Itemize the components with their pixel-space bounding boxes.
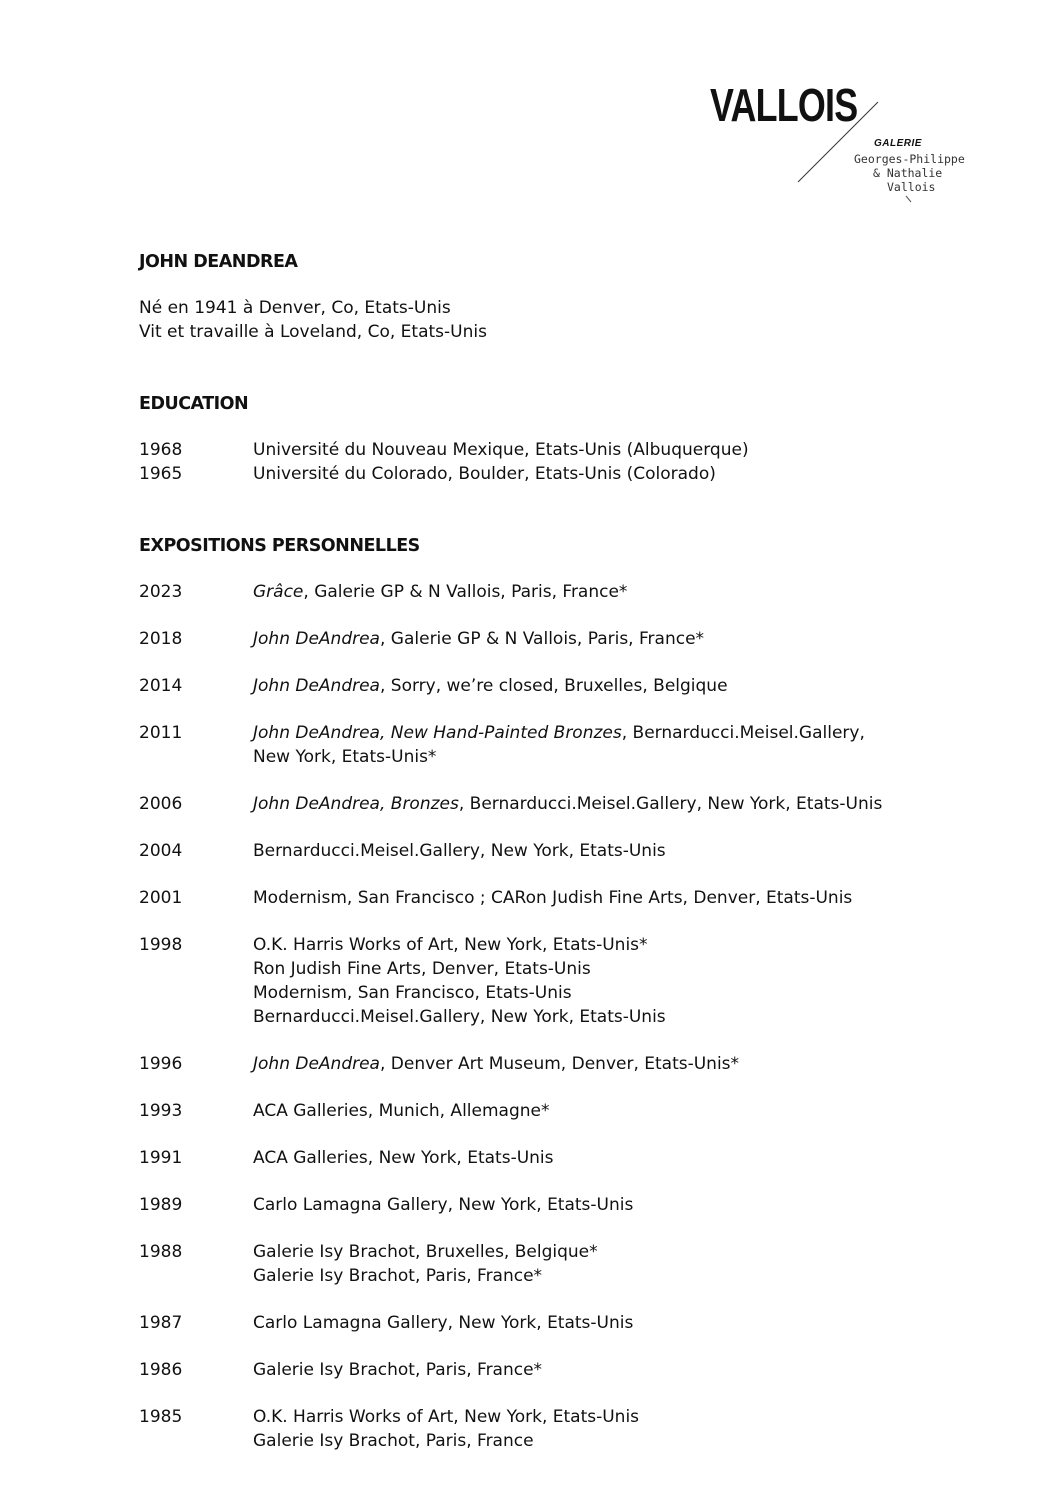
exposition-row xyxy=(139,1146,999,1170)
exposition-venue: New York, Etats-Unis* xyxy=(253,747,437,767)
education-text: Université du Colorado, Boulder, Etats-Unis (Colorado) xyxy=(253,464,716,484)
exposition-venue: ACA Galleries, New York, Etats-Unis xyxy=(253,1148,554,1168)
exposition-row xyxy=(139,792,999,816)
exposition-row xyxy=(139,886,999,910)
exposition-venue: , Denver Art Museum, Denver, Etats-Unis* xyxy=(379,1054,740,1074)
exposition-row xyxy=(139,839,999,863)
exposition-year: 1986 xyxy=(139,1360,183,1380)
exposition-venue: Galerie Isy Brachot, Paris, France xyxy=(253,1431,534,1451)
artist-born: Né en 1941 à Denver, Co, Etats-Unis xyxy=(139,298,451,318)
exposition-venue: , Bernarducci.Meisel.Gallery, xyxy=(621,723,865,743)
exposition-year: 1998 xyxy=(139,935,183,955)
exposition-venue: O.K. Harris Works of Art, New York, Etats-Unis* xyxy=(253,935,648,955)
logo-galerie-label: GALERIE xyxy=(874,138,922,149)
exposition-venue: Galerie Isy Brachot, Paris, France* xyxy=(253,1360,543,1380)
exposition-line xyxy=(253,886,999,910)
exposition-line xyxy=(253,1005,999,1029)
exposition-venue: Galerie Isy Brachot, Paris, France* xyxy=(253,1266,543,1286)
exposition-year: 1996 xyxy=(139,1054,183,1074)
exposition-title: John DeAndrea xyxy=(253,1054,380,1074)
exposition-row xyxy=(139,721,999,769)
logo-line-3: Vallois xyxy=(887,180,936,194)
exposition-line xyxy=(253,721,999,745)
exposition-year: 2011 xyxy=(139,723,183,743)
exposition-line xyxy=(253,1358,999,1382)
exposition-venue: , Bernarducci.Meisel.Gallery, New York, Etats-Unis xyxy=(458,794,883,814)
exposition-year: 2004 xyxy=(139,841,183,861)
artist-lives: Vit et travaille à Loveland, Co, Etats-Unis xyxy=(139,322,487,342)
exposition-line xyxy=(253,745,999,769)
education-row xyxy=(139,462,999,486)
exposition-row xyxy=(139,674,999,698)
exposition-row xyxy=(139,580,999,604)
exposition-row xyxy=(139,1240,999,1288)
exposition-line xyxy=(253,1429,999,1453)
exposition-line xyxy=(253,1405,999,1429)
exposition-row xyxy=(139,627,999,651)
education-year: 1968 xyxy=(139,440,183,460)
exposition-venue: Bernarducci.Meisel.Gallery, New York, Etats-Unis xyxy=(253,1007,666,1027)
exposition-row xyxy=(139,1358,999,1382)
exposition-row xyxy=(139,1405,999,1453)
exposition-line xyxy=(253,981,999,1005)
exposition-line xyxy=(253,933,999,957)
education-year: 1965 xyxy=(139,464,183,484)
exposition-line xyxy=(253,580,999,604)
logo-line-1: Georges-Philippe xyxy=(854,152,965,166)
exposition-title: John DeAndrea xyxy=(253,629,380,649)
exposition-venue: , Sorry, we’re closed, Bruxelles, Belgique xyxy=(379,676,728,696)
exposition-venue: Modernism, San Francisco, Etats-Unis xyxy=(253,983,572,1003)
exposition-venue: O.K. Harris Works of Art, New York, Etats-Unis xyxy=(253,1407,640,1427)
exposition-line xyxy=(253,1193,999,1217)
logo-tick-mark xyxy=(906,196,914,204)
exposition-line xyxy=(253,1240,999,1264)
exposition-title: John DeAndrea xyxy=(253,676,380,696)
exposition-venue: Modernism, San Francisco ; CARon Judish Fine Arts, Denver, Etats-Unis xyxy=(253,888,853,908)
education-heading: EDUCATION xyxy=(139,394,249,414)
exposition-year: 2018 xyxy=(139,629,183,649)
logo-wordmark: VALLOIS xyxy=(710,79,858,131)
exposition-row xyxy=(139,1099,999,1123)
exposition-venue: ACA Galleries, Munich, Allemagne* xyxy=(253,1101,550,1121)
expositions-heading: EXPOSITIONS PERSONNELLES xyxy=(139,536,420,556)
exposition-year: 1993 xyxy=(139,1101,183,1121)
exposition-venue: Carlo Lamagna Gallery, New York, Etats-Unis xyxy=(253,1195,634,1215)
education-list xyxy=(139,438,999,486)
education-row xyxy=(139,438,999,462)
exposition-year: 1985 xyxy=(139,1407,183,1427)
exposition-title: Grâce xyxy=(253,582,304,602)
exposition-line xyxy=(253,627,999,651)
exposition-venue: Bernarducci.Meisel.Gallery, New York, Etats-Unis xyxy=(253,841,666,861)
exposition-line xyxy=(253,1311,999,1335)
exposition-row xyxy=(139,933,999,1029)
exposition-line xyxy=(253,674,999,698)
exposition-line xyxy=(253,839,999,863)
exposition-year: 1987 xyxy=(139,1313,183,1333)
exposition-row xyxy=(139,1311,999,1335)
exposition-venue: , Galerie GP & N Vallois, Paris, France* xyxy=(379,629,705,649)
exposition-year: 1991 xyxy=(139,1148,183,1168)
exposition-venue: , Galerie GP & N Vallois, Paris, France* xyxy=(303,582,628,602)
gallery-logo xyxy=(710,79,1010,212)
exposition-title: John DeAndrea, Bronzes xyxy=(253,794,459,814)
exposition-line xyxy=(253,1052,999,1076)
exposition-title: John DeAndrea, New Hand-Painted Bronzes xyxy=(253,723,622,743)
cv-content xyxy=(139,250,999,1476)
exposition-venue: Galerie Isy Brachot, Bruxelles, Belgique* xyxy=(253,1242,598,1262)
exposition-line xyxy=(253,792,999,816)
exposition-venue: Ron Judish Fine Arts, Denver, Etats-Unis xyxy=(253,959,591,979)
expositions-list xyxy=(139,580,999,1453)
exposition-row xyxy=(139,1052,999,1076)
exposition-year: 1988 xyxy=(139,1242,183,1262)
exposition-venue: Carlo Lamagna Gallery, New York, Etats-Unis xyxy=(253,1313,634,1333)
exposition-year: 2001 xyxy=(139,888,183,908)
exposition-year: 1989 xyxy=(139,1195,183,1215)
exposition-line xyxy=(253,957,999,981)
exposition-line xyxy=(253,1146,999,1170)
exposition-year: 2014 xyxy=(139,676,183,696)
exposition-year: 2023 xyxy=(139,582,183,602)
artist-name: JOHN DEANDREA xyxy=(139,252,298,272)
logo-line-2: & Nathalie xyxy=(873,166,943,180)
exposition-line xyxy=(253,1099,999,1123)
exposition-line xyxy=(253,1264,999,1288)
exposition-row xyxy=(139,1193,999,1217)
education-text: Université du Nouveau Mexique, Etats-Unis (Albuquerque) xyxy=(253,440,749,460)
exposition-year: 2006 xyxy=(139,794,183,814)
